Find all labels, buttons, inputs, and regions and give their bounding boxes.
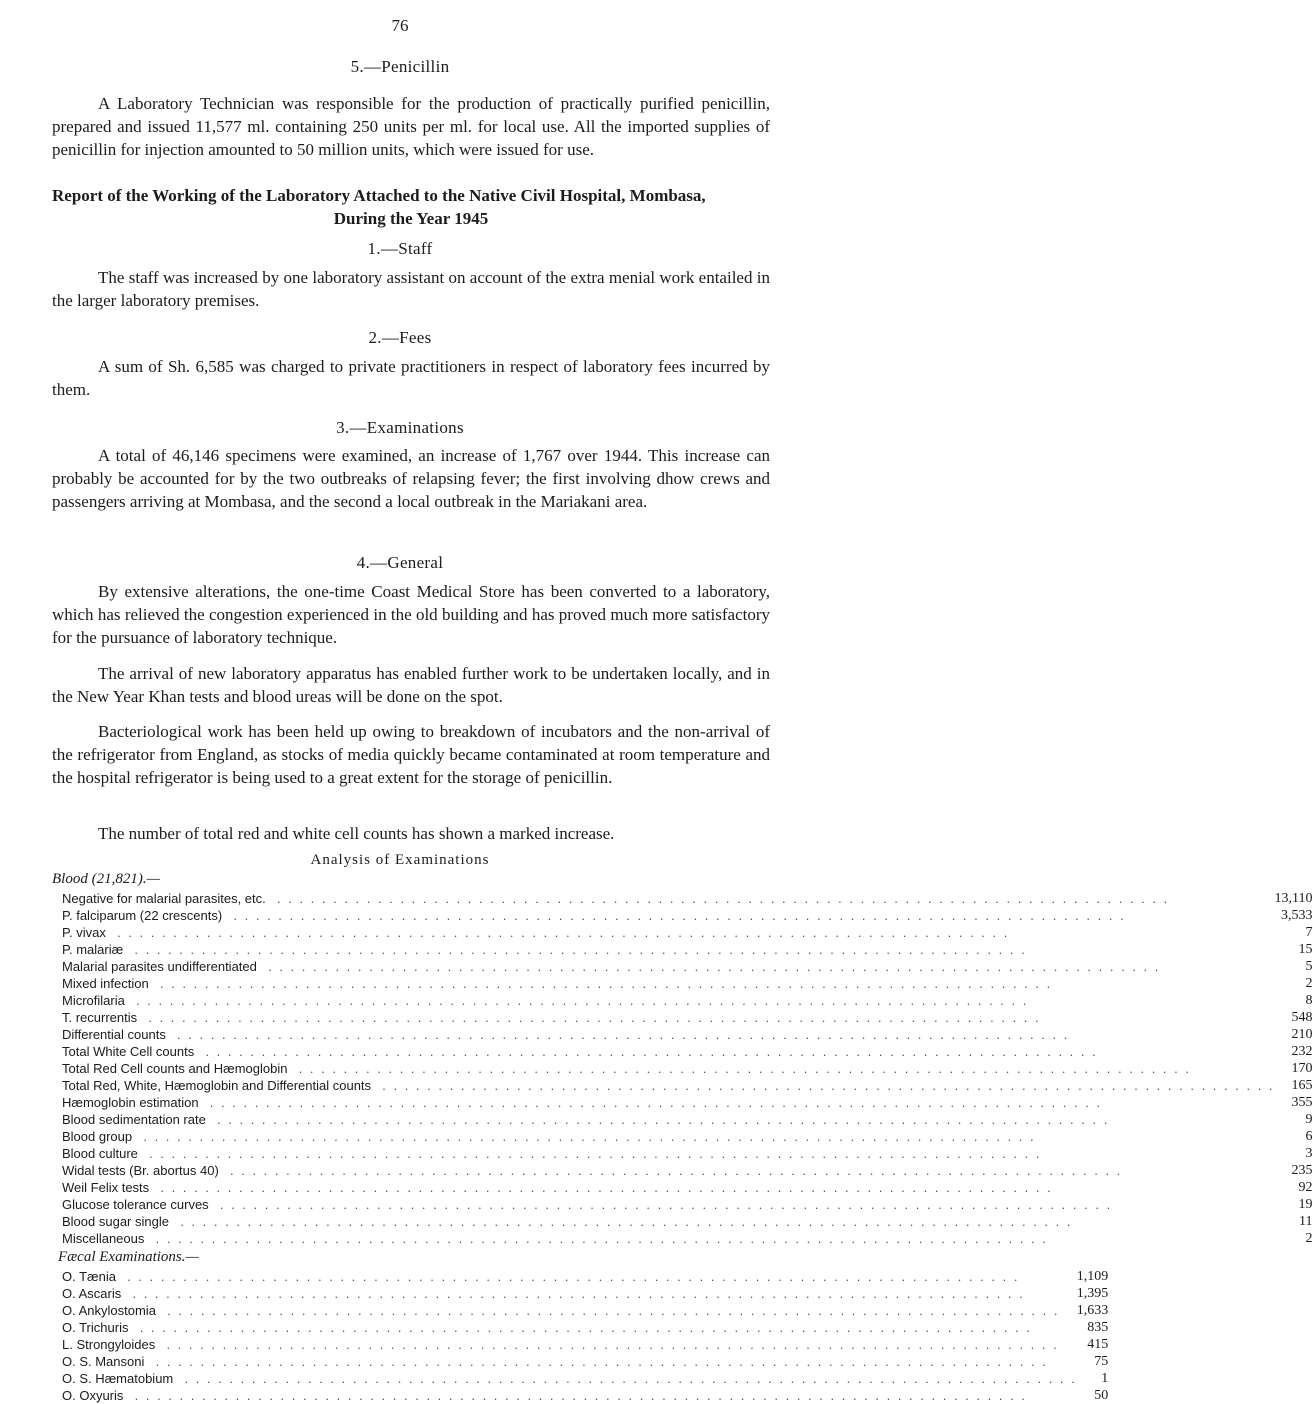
- general-paragraph-2: The arrival of new laboratory apparatus has enabled further work to be undertaken locally, and in the New Year Khan tests and blood ureas will be done on the spot.: [52, 664, 770, 706]
- table-row: [62, 1268, 1108, 1285]
- row-label-cell: [62, 1077, 1275, 1094]
- row-value: 165: [1291, 1078, 1313, 1093]
- table-row: [62, 1285, 1108, 1302]
- row-label: P. falciparum (22 crescents): [62, 908, 223, 923]
- table-row: [62, 1060, 1313, 1077]
- table-row: [62, 1145, 1313, 1162]
- row-value: 1,109: [1076, 1269, 1109, 1284]
- row-label-cell: [62, 1213, 1275, 1230]
- table-row: [62, 992, 1313, 1009]
- row-label-cell: [62, 1009, 1275, 1026]
- leader-dots: . . . . . . . . . . . . . . . . . . . . . . . . . . . . . . . . . . . . . . . . . . . . . . . . . . . . . . . . . . . . . . . . . . . . . . . . . . . . . . . .: [124, 993, 1029, 1008]
- row-value: 2: [1305, 1231, 1313, 1246]
- row-label-cell: [62, 1268, 1077, 1285]
- faecal-section-label: Fæcal Examinations.—: [58, 1249, 199, 1265]
- table-row: [62, 1043, 1313, 1060]
- table-row: [62, 1319, 1108, 1336]
- table-row: [62, 1196, 1313, 1213]
- leader-dots: . . . . . . . . . . . . . . . . . . . . . . . . . . . . . . . . . . . . . . . . . . . . . . . . . . . . . . . . . . . . . . . . . . . . . . . . . . . . . . . .: [123, 1388, 1027, 1403]
- general-paragraph-3: Bacteriological work has been held up owing to breakdown of incubators and the non-arrival of the refrigerator from England, as stocks of media quickly became contaminated at room temperature and the hospital refrigerator is being used to a great extent for the storage of penicillin.: [52, 722, 770, 787]
- fees-heading: 2.—Fees: [368, 328, 432, 347]
- row-value: 1: [1101, 1371, 1109, 1386]
- row-label-cell: [62, 1302, 1077, 1319]
- row-label: Weil Felix tests: [62, 1180, 150, 1195]
- row-label-cell: [62, 1370, 1077, 1387]
- report-title-line1: Report of the Working of the Laboratory Attached to the Native Civil Hospital, Mombasa,: [52, 186, 706, 205]
- leader-dots: . . . . . . . . . . . . . . . . . . . . . . . . . . . . . . . . . . . . . . . . . . . . . . . . . . . . . . . . . . . . . . . . . . . . . . . . . . . . . . . .: [105, 925, 1010, 940]
- general-paragraph-1: By extensive alterations, the one-time Coast Medical Store has been converted to a laboratory, which has relieved the congestion experienced in the old building and has proved much more satisfactory for the pursuance of laboratory technique.: [52, 582, 770, 647]
- row-value: 19: [1298, 1197, 1313, 1212]
- leader-dots: . . . . . . . . . . . . . . . . . . . . . . . . . . . . . . . . . . . . . . . . . . . . . . . . . . . . . . . . . . . . . . . . . . . . . . . . . . . . . . . .: [173, 1371, 1077, 1386]
- row-label: O. Trichuris: [62, 1320, 129, 1335]
- row-value: 7: [1305, 925, 1313, 940]
- table-row: [62, 1111, 1313, 1128]
- staff-paragraph: The staff was increased by one laboratory assistant on account of the extra menial work entailed in the larger laboratory premises.: [52, 268, 770, 310]
- row-label-cell: [62, 1111, 1275, 1128]
- row-value: 3: [1305, 1146, 1313, 1161]
- table-row: [62, 1077, 1313, 1094]
- row-value: 9: [1305, 1112, 1313, 1127]
- row-label: Blood group: [62, 1129, 133, 1144]
- table-row: [62, 1302, 1108, 1319]
- row-label: Blood sugar single: [62, 1214, 169, 1229]
- report-title-line2: During the Year 1945: [333, 209, 489, 228]
- row-label: O. Ascaris: [62, 1286, 122, 1301]
- row-label-cell: [62, 1387, 1077, 1404]
- leader-dots: . . . . . . . . . . . . . . . . . . . . . . . . . . . . . . . . . . . . . . . . . . . . . . . . . . . . . . . . . . . . . . . . . . . . . . . . . . . . . . . .: [137, 1146, 1042, 1161]
- row-label-cell: [62, 941, 1275, 958]
- leader-dots: . . . . . . . . . . . . . . . . . . . . . . . . . . . . . . . . . . . . . . . . . . . . . . . . . . . . . . . . . . . . . . . . . . . . . . . . . . . . . . . .: [256, 959, 1161, 974]
- row-label-cell: [62, 1319, 1077, 1336]
- table-row: [62, 958, 1313, 975]
- table-row: [62, 1009, 1313, 1026]
- leader-dots: . . . . . . . . . . . . . . . . . . . . . . . . . . . . . . . . . . . . . . . . . . . . . . . . . . . . . . . . . . . . . . . . . . . . . . . . . . . . . . . .: [218, 1163, 1123, 1178]
- row-label: Total Red Cell counts and Hæmoglobin: [62, 1061, 288, 1076]
- row-label-cell: [62, 992, 1275, 1009]
- leader-dots: . . . . . . . . . . . . . . . . . . . . . . . . . . . . . . . . . . . . . . . . . . . . . . . . . . . . . . . . . . . . . . . . . . . . . . . . . . . . . . . .: [155, 1303, 1060, 1318]
- row-label: O. Tænia: [62, 1269, 116, 1284]
- fees-paragraph: A sum of Sh. 6,585 was charged to private practitioners in respect of laboratory fees incurred by them.: [52, 357, 770, 399]
- table-row: [62, 907, 1313, 924]
- penicillin-heading: 5.—Penicillin: [350, 57, 450, 76]
- row-label: Mixed infection: [62, 976, 149, 991]
- row-label-cell: [62, 1145, 1275, 1162]
- row-value: 6: [1305, 1129, 1313, 1144]
- leader-dots: . . . . . . . . . . . . . . . . . . . . . . . . . . . . . . . . . . . . . . . . . . . . . . . . . . . . . . . . . . . . . . . . . . . . . . . . . . . . . . . .: [287, 1061, 1191, 1076]
- leader-dots: . . . . . . . . . . . . . . . . . . . . . . . . . . . . . . . . . . . . . . . . . . . . . . . . . . . . . . . . . . . . . . . . . . . . . . . . . . . . . . . .: [121, 1286, 1025, 1301]
- leader-dots: . . . . . . . . . . . . . . . . . . . . . . . . . . . . . . . . . . . . . . . . . . . . . . . . . . . . . . . . . . . . . . . . . . . . . . . . . . . . . . . .: [194, 1044, 1098, 1059]
- leader-dots: . . . . . . . . . . . . . . . . . . . . . . . . . . . . . . . . . . . . . . . . . . . . . . . . . . . . . . . . . . . . . . . . . . . . . . . . . . . . . . . .: [265, 891, 1170, 906]
- row-label: T. recurrentis: [62, 1010, 138, 1025]
- leader-dots: . . . . . . . . . . . . . . . . . . . . . . . . . . . . . . . . . . . . . . . . . . . . . . . . . . . . . . . . . . . . . . . . . . . . . . . . . . . . . . . .: [148, 976, 1053, 991]
- leader-dots: . . . . . . . . . . . . . . . . . . . . . . . . . . . . . . . . . . . . . . . . . . . . . . . . . . . . . . . . . . . . . . . . . . . . . . . . . . . . . . . .: [168, 1214, 1073, 1229]
- row-label: Negative for malarial parasites, etc.: [62, 891, 266, 906]
- row-label-cell: [62, 1026, 1275, 1043]
- row-label-cell: [62, 1094, 1275, 1111]
- row-label-cell: [62, 1060, 1275, 1077]
- row-value: 355: [1291, 1095, 1313, 1110]
- examinations-paragraph: A total of 46,146 specimens were examined, an increase of 1,767 over 1944. This increase can probably be accounted for by the two outbreaks of relapsing fever; the first involving dhow crews and passengers arriving at Mombasa, and the second a local outbreak in the Mariakani area.: [52, 446, 770, 511]
- row-label-cell: [62, 1230, 1275, 1247]
- row-label-cell: [62, 1285, 1077, 1302]
- table-row: [62, 1353, 1108, 1370]
- leader-dots: . . . . . . . . . . . . . . . . . . . . . . . . . . . . . . . . . . . . . . . . . . . . . . . . . . . . . . . . . . . . . . . . . . . . . . . . . . . . . . . .: [155, 1337, 1059, 1352]
- row-value: 5: [1305, 959, 1313, 974]
- leader-dots: . . . . . . . . . . . . . . . . . . . . . . . . . . . . . . . . . . . . . . . . . . . . . . . . . . . . . . . . . . . . . . . . . . . . . . . . . . . . . . . .: [144, 1231, 1048, 1246]
- row-value: 235: [1291, 1163, 1313, 1178]
- table-row: [62, 1230, 1313, 1247]
- row-label-cell: [62, 1336, 1077, 1353]
- row-label: Glucose tolerance curves: [62, 1197, 209, 1212]
- row-value: 75: [1094, 1354, 1109, 1369]
- table-row: [62, 975, 1313, 992]
- row-value: 1,633: [1076, 1303, 1109, 1318]
- row-label: O. S. Hæmatobium: [62, 1371, 174, 1386]
- leader-dots: . . . . . . . . . . . . . . . . . . . . . . . . . . . . . . . . . . . . . . . . . . . . . . . . . . . . . . . . . . . . . . . . . . . . . . . . . . . . . . . .: [222, 908, 1126, 923]
- row-value: 548: [1291, 1010, 1313, 1025]
- row-label: Microfilaria: [62, 993, 125, 1008]
- row-label: Blood sedimentation rate: [62, 1112, 206, 1127]
- row-label-cell: [62, 890, 1275, 907]
- row-label: Hæmoglobin estimation: [62, 1095, 199, 1110]
- row-label: P. vivax: [62, 925, 106, 940]
- table-row: [62, 924, 1313, 941]
- leader-dots: . . . . . . . . . . . . . . . . . . . . . . . . . . . . . . . . . . . . . . . . . . . . . . . . . . . . . . . . . . . . . . . . . . . . . . . . . . . . . . . .: [128, 1320, 1032, 1335]
- leader-dots: . . . . . . . . . . . . . . . . . . . . . . . . . . . . . . . . . . . . . . . . . . . . . . . . . . . . . . . . . . . . . . . . . . . . . . . . . . . . . . . .: [115, 1269, 1020, 1284]
- page-number: 76: [391, 16, 409, 35]
- row-label: Differential counts: [62, 1027, 166, 1042]
- row-label: O. S. Mansoni: [62, 1354, 145, 1369]
- staff-heading: 1.—Staff: [367, 239, 433, 258]
- row-value: 210: [1291, 1027, 1313, 1042]
- row-label-cell: [62, 1162, 1275, 1179]
- blood-section-label: Blood (21,821).—: [52, 871, 160, 887]
- row-label-cell: [62, 1353, 1077, 1370]
- row-label: Total Red, White, Hæmoglobin and Differential counts: [62, 1078, 372, 1093]
- row-label: O. Ankylostomia: [62, 1303, 156, 1318]
- blood-table: [62, 890, 1313, 1247]
- leader-dots: . . . . . . . . . . . . . . . . . . . . . . . . . . . . . . . . . . . . . . . . . . . . . . . . . . . . . . . . . . . . . . . . . . . . . . . . . . . . . . . .: [205, 1112, 1110, 1127]
- row-label-cell: [62, 924, 1275, 941]
- row-label-cell: [62, 1179, 1275, 1196]
- table-row: [62, 1128, 1313, 1145]
- table-row: [62, 1387, 1108, 1404]
- analysis-heading: Analysis of Examinations: [310, 852, 490, 868]
- table-row: [62, 941, 1313, 958]
- row-value: 1,395: [1076, 1286, 1109, 1301]
- row-label: Total White Cell counts: [62, 1044, 195, 1059]
- row-value: 415: [1087, 1337, 1109, 1352]
- row-label: P. malariæ: [62, 942, 124, 957]
- table-row: [62, 1162, 1313, 1179]
- leader-dots: . . . . . . . . . . . . . . . . . . . . . . . . . . . . . . . . . . . . . . . . . . . . . . . . . . . . . . . . . . . . . . . . . . . . . . . . . . . . . . . .: [198, 1095, 1103, 1110]
- row-label: Miscellaneous: [62, 1231, 145, 1246]
- faecal-table: [62, 1268, 1108, 1404]
- row-label-cell: [62, 958, 1275, 975]
- row-label: L. Strongyloides: [62, 1337, 156, 1352]
- table-row: [62, 1094, 1313, 1111]
- leader-dots: . . . . . . . . . . . . . . . . . . . . . . . . . . . . . . . . . . . . . . . . . . . . . . . . . . . . . . . . . . . . . . . . . . . . . . . . . . . . . . . .: [149, 1180, 1053, 1195]
- leader-dots: . . . . . . . . . . . . . . . . . . . . . . . . . . . . . . . . . . . . . . . . . . . . . . . . . . . . . . . . . . . . . . . . . . . . . . . . . . . . . . . .: [371, 1078, 1275, 1093]
- leader-dots: . . . . . . . . . . . . . . . . . . . . . . . . . . . . . . . . . . . . . . . . . . . . . . . . . . . . . . . . . . . . . . . . . . . . . . . . . . . . . . . .: [137, 1010, 1041, 1025]
- table-row: [62, 890, 1313, 907]
- row-value: 8: [1305, 993, 1313, 1008]
- row-value: 11: [1299, 1214, 1313, 1229]
- penicillin-paragraph: A Laboratory Technician was responsible for the production of practically purified penicillin, prepared and issued 11,577 ml. containing 250 units per ml. for local use. All the imported supplies of penicillin for injection amounted to 50 million units, which were issued for use.: [52, 94, 770, 159]
- row-value: 232: [1291, 1044, 1313, 1059]
- examinations-heading: 3.—Examinations: [336, 418, 464, 437]
- general-paragraph-4: The number of total red and white cell counts has shown a marked increase.: [98, 824, 615, 843]
- row-label: Widal tests (Br. abortus 40): [62, 1163, 219, 1178]
- report-title: [52, 184, 770, 230]
- table-row: [62, 1336, 1108, 1353]
- row-label: Blood culture: [62, 1146, 138, 1161]
- table-row: [62, 1213, 1313, 1230]
- row-value: 3,533: [1281, 908, 1313, 923]
- leader-dots: . . . . . . . . . . . . . . . . . . . . . . . . . . . . . . . . . . . . . . . . . . . . . . . . . . . . . . . . . . . . . . . . . . . . . . . . . . . . . . . .: [165, 1027, 1070, 1042]
- general-heading: 4.—General: [356, 553, 444, 572]
- row-label-cell: [62, 1128, 1275, 1145]
- table-row: [62, 1026, 1313, 1043]
- row-label-cell: [62, 1043, 1275, 1060]
- row-label-cell: [62, 1196, 1275, 1213]
- row-label: O. Oxyuris: [62, 1388, 124, 1403]
- row-value: 170: [1291, 1061, 1313, 1076]
- leader-dots: . . . . . . . . . . . . . . . . . . . . . . . . . . . . . . . . . . . . . . . . . . . . . . . . . . . . . . . . . . . . . . . . . . . . . . . . . . . . . . . .: [208, 1197, 1113, 1212]
- row-value: 13,110: [1274, 891, 1313, 906]
- leader-dots: . . . . . . . . . . . . . . . . . . . . . . . . . . . . . . . . . . . . . . . . . . . . . . . . . . . . . . . . . . . . . . . . . . . . . . . . . . . . . . . .: [144, 1354, 1048, 1369]
- row-value: 835: [1087, 1320, 1109, 1335]
- row-value: 15: [1298, 942, 1313, 957]
- leader-dots: . . . . . . . . . . . . . . . . . . . . . . . . . . . . . . . . . . . . . . . . . . . . . . . . . . . . . . . . . . . . . . . . . . . . . . . . . . . . . . . .: [123, 942, 1027, 957]
- row-label: Malarial parasites undifferentiated: [62, 959, 257, 974]
- leader-dots: . . . . . . . . . . . . . . . . . . . . . . . . . . . . . . . . . . . . . . . . . . . . . . . . . . . . . . . . . . . . . . . . . . . . . . . . . . . . . . . .: [132, 1129, 1036, 1144]
- row-label-cell: [62, 975, 1275, 992]
- table-row: [62, 1370, 1108, 1387]
- row-value: 2: [1305, 976, 1313, 991]
- table-row: [62, 1179, 1313, 1196]
- row-value: 92: [1298, 1180, 1313, 1195]
- row-label-cell: [62, 907, 1275, 924]
- row-value: 50: [1094, 1388, 1109, 1403]
